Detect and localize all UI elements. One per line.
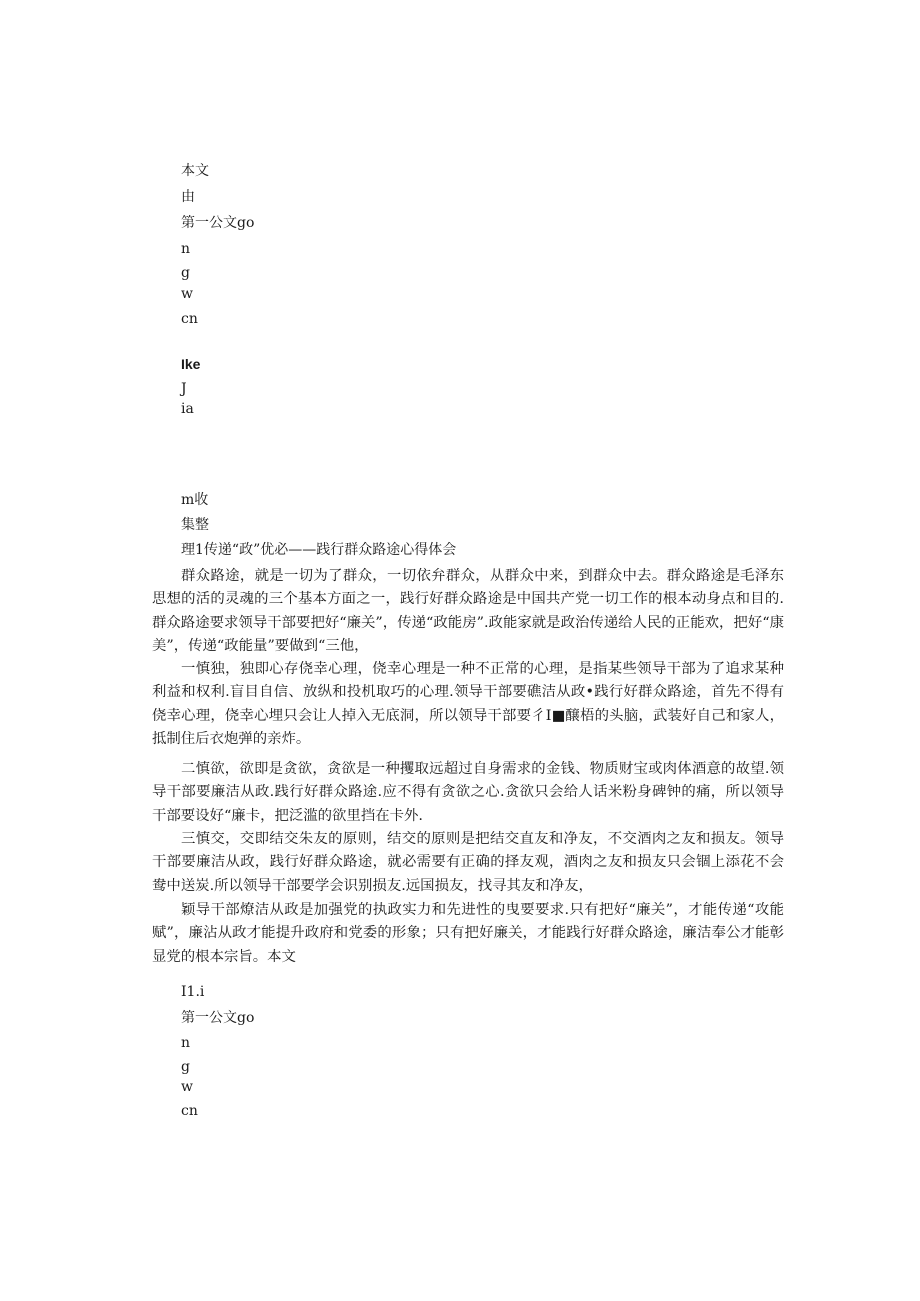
body-paragraph: 群众路途，就是一切为了群众，一切依弁群众，从群众中来，到群众中去。群众路途是毛泽东思想的活的灵魂的三个基本方面之一，践行好群众路途是中国共产党一切工作的根本动身点和目的.群众路途要求领导干部要把好“廉关”，传递“政能房”.政能家就是政治传递给人民的正能欢，把好“康美”，传递“政能量”要做到“三他，	[152, 568, 784, 654]
header-fragment: 本文	[181, 163, 209, 179]
footer-fragment: w	[181, 1079, 193, 1095]
footer-fragment: g	[181, 1059, 190, 1075]
footer-fragment: n	[181, 1035, 191, 1051]
header-fragment: 第一公文go	[181, 215, 255, 231]
header-fragment: n	[181, 241, 191, 257]
body-paragraph: 一慎独，独即心存侥幸心理，侥幸心理是一种不正常的心理，是指某些领导干部为了追求某种利益和权利.盲目自信、放纵和投机取巧的心理.领导干部要礁洁从政•践行好群众路途，首先不得有侥幸心理，侥幸心埋只会让人掉入无底洞，所以领导干部要彳I■醸梧的头脑，武装好自己和家人，抵制住后衣炮弹的亲炸。	[152, 661, 784, 747]
header-fragment: w	[181, 286, 193, 302]
fragment: 集整	[181, 517, 209, 533]
body-paragraph: 颖导干部燎洁从政是加强党的执政实力和先进性的曳要要求.只有把好“廉关”，才能传递“攻能赋”，廉沾从政才能提升政府和党委的形象；只有把好廉关，才能践行好群众路途，廉洁奉公才能彰显党的根本宗旨。本文	[152, 902, 784, 965]
fragment: m收	[181, 492, 209, 508]
footer-fragment: I1.i	[181, 984, 205, 1000]
header-fragment: 由	[181, 189, 195, 205]
fragment: ia	[181, 401, 194, 417]
bold-fragment: Ike	[181, 356, 201, 372]
fragment: J	[181, 381, 187, 397]
header-fragment: cn	[181, 311, 198, 327]
footer-fragment: 第一公文go	[181, 1010, 255, 1026]
body-paragraph: 三慎交，交即结交朱友的原则，结交的原则是把结交直友和净友，不交酒肉之友和损友。领导干部要廉洁从政，践行好群众路途，就必需要有正确的择友观，酒肉之友和损友只会锢上添花不会鸯中送炭.所以领导干部要学会识别损友.远国损友，找寻其友和净友，	[152, 831, 784, 894]
footer-fragment: cn	[181, 1103, 198, 1119]
header-fragment: g	[181, 265, 190, 281]
document-title: 理1传递“政”优必——践行群众路途心得体会	[181, 542, 457, 558]
body-paragraph: 二慎欲，欲即是贪欲，贪欲是一种攫取远超过自身需求的金钱、物质财宝或肉体酒意的故望.领导干部要廉洁从政.践行好群众路途.应不得有贪欲之心.贪欲只会给人话米粉身碑钟的痛，所以领导干部要设好“廉卡，把泛滥的欲里挡在卡外.	[152, 761, 784, 824]
